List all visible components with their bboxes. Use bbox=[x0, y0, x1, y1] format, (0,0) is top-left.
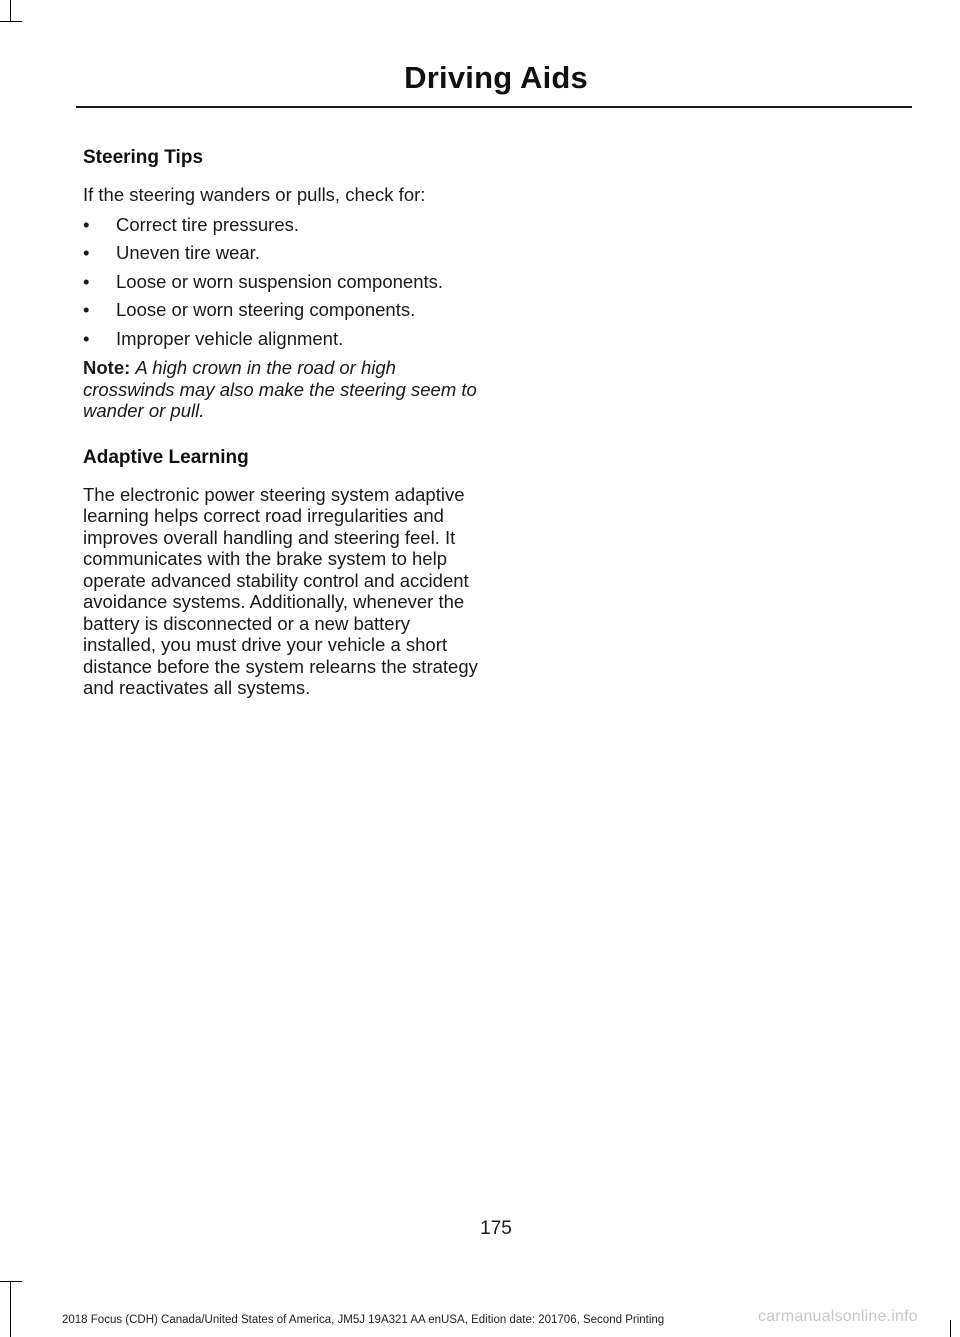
section-heading-adaptive-learning: Adaptive Learning bbox=[83, 446, 249, 468]
crop-mark bbox=[10, 0, 11, 22]
crop-mark bbox=[0, 21, 22, 22]
bullet-glyph: • bbox=[83, 299, 90, 320]
content-column bbox=[83, 146, 478, 707]
steering-intro: If the steering wanders or pulls, check for: bbox=[83, 184, 426, 205]
page-header-title: Driving Aids bbox=[404, 60, 588, 95]
list-item bbox=[83, 328, 478, 350]
crop-mark bbox=[950, 1320, 951, 1337]
bullet-glyph: • bbox=[83, 327, 90, 349]
note-label: Note: bbox=[83, 357, 131, 378]
section-heading-steering-tips: Steering Tips bbox=[83, 147, 204, 168]
steering-checklist bbox=[83, 214, 478, 350]
list-item bbox=[83, 242, 478, 264]
header-divider bbox=[76, 106, 912, 108]
list-item bbox=[83, 299, 478, 321]
list-item-text: Uneven tire wear. bbox=[116, 242, 260, 263]
bullet-glyph: • bbox=[83, 242, 90, 263]
list-item-text: Correct tire pressures. bbox=[116, 213, 299, 235]
note-text: A high crown in the road or high crosswinds may also make the steering seem to wander or pull. bbox=[83, 357, 477, 421]
list-item-text: Loose or worn suspension components. bbox=[116, 270, 444, 292]
list-item bbox=[83, 214, 478, 236]
list-item-text: Loose or worn steering components. bbox=[116, 299, 416, 320]
crop-mark bbox=[0, 1281, 22, 1282]
page-number: 175 bbox=[480, 1218, 512, 1239]
list-item-text: Improper vehicle alignment. bbox=[116, 327, 344, 349]
adaptive-learning-body: The electronic power steering system adaptive learning helps correct road irregularities and improves overall handling and steering feel. It communicates with the brake system to help operate advanced stability control and accident avoidance systems. Additionally, whenever the battery is disconnected or a new battery installed, you must drive your vehicle a short distance before the system relearns the strategy and reactivates all systems. bbox=[83, 483, 478, 698]
bullet-glyph: • bbox=[83, 213, 90, 235]
steering-note bbox=[83, 357, 478, 422]
bullet-glyph: • bbox=[83, 270, 90, 292]
footer-edition-info: 2018 Focus (CDH) Canada/United States of America, JM5J 19A321 AA enUSA, Edition date: 201706, Second Printing bbox=[62, 1314, 665, 1326]
list-item bbox=[83, 271, 478, 293]
watermark: carmanualsonline.info bbox=[758, 1308, 918, 1325]
crop-mark bbox=[10, 1281, 11, 1337]
